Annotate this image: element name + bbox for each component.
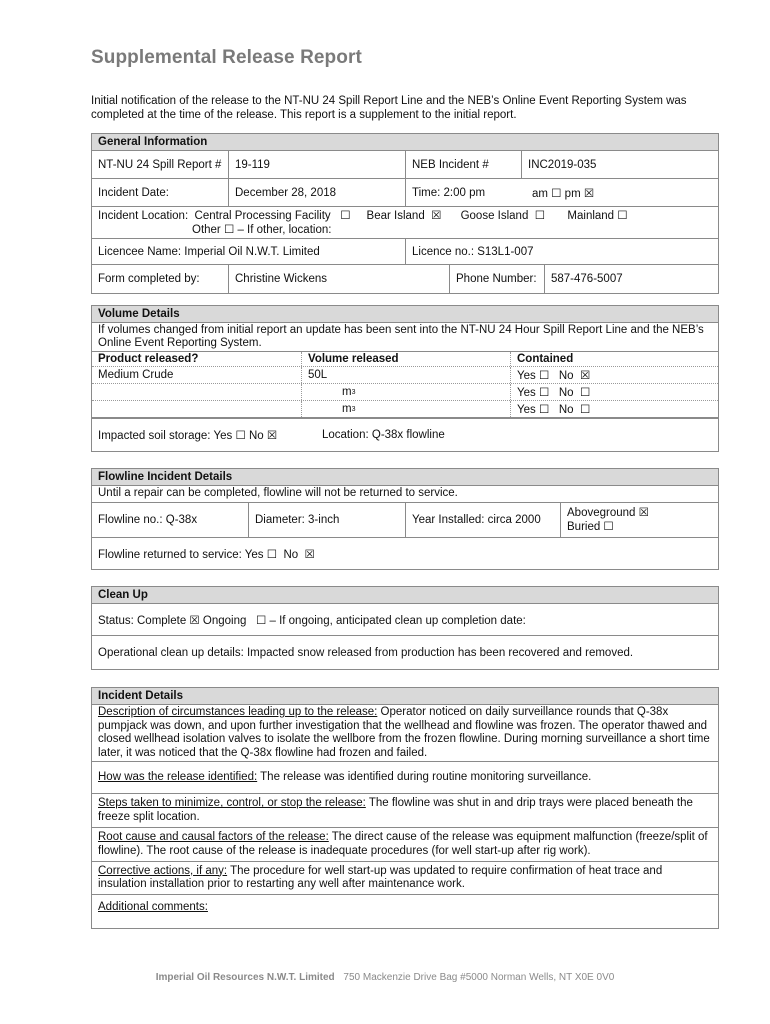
incident-time[interactable]: Time: 2:00 pm <box>412 186 486 199</box>
am-pm-checkboxes[interactable]: am ☐ pm ☒ <box>532 187 595 200</box>
page-title: Supplemental Release Report <box>91 47 362 68</box>
volume-note: If volumes changed from initial report an update has been sent into the NT-NU 24 Hour Spill Report Line and the NEB’s Online Event Reporting System. <box>98 324 704 349</box>
product-value[interactable] <box>92 384 302 400</box>
contained-checkboxes[interactable]: Yes ☐ No ☐ <box>517 387 591 399</box>
volume-row <box>92 367 718 384</box>
contained-checkboxes[interactable]: Yes ☐ No ☒ <box>517 370 591 382</box>
additional-comments[interactable]: Additional comments: <box>98 901 208 913</box>
flowline-details-section <box>91 468 719 570</box>
general-information-section <box>91 133 719 294</box>
incident-date-label: Incident Date: <box>92 179 229 206</box>
phone-number-label: Phone Number: <box>450 265 545 293</box>
licence-number: Licence no.: S13L1-007 <box>412 245 534 258</box>
page-footer <box>0 972 770 983</box>
release-identification: How was the release identified: The release was identified during routine monitoring surveillance. <box>98 770 592 783</box>
intro-text: Initial notification of the release to the NT-NU 24 Spill Report Line and the NEB’s Online Event Reporting System was completed at the time of the release. This report is a supplement to the initial report. <box>91 95 687 121</box>
volume-column-header: Volume released <box>302 352 511 366</box>
incident-date-value[interactable]: December 28, 2018 <box>229 179 406 206</box>
root-cause: Root cause and causal factors of the release: The direct cause of the release was equipment malfunction (freeze/split of flowline). The root cause of the release is inadequate procedures (for well start-up after rig work). <box>98 831 708 857</box>
aboveground-checkbox[interactable]: Aboveground ☒ <box>567 507 649 519</box>
flowline-note: Until a repair can be completed, flowline will not be returned to service. <box>98 487 458 499</box>
spill-report-label: NT-NU 24 Spill Report # <box>92 151 229 178</box>
impacted-soil-storage[interactable]: Impacted soil storage: Yes ☐ No ☒ <box>98 430 278 442</box>
general-information-header: General Information <box>92 134 718 151</box>
product-column-header: Product released? <box>92 352 302 366</box>
buried-checkbox[interactable]: Buried ☐ <box>567 521 614 533</box>
spill-location: Location: Q-38x flowline <box>322 429 445 441</box>
neb-incident-value[interactable]: INC2019-035 <box>528 158 597 171</box>
year-installed: Year Installed: circa 2000 <box>406 503 561 537</box>
product-value[interactable] <box>92 401 302 417</box>
licencee-name: Licencee Name: Imperial Oil N.W.T. Limited <box>92 239 406 264</box>
flowline-number: Flowline no.: Q-38x <box>92 503 249 537</box>
incident-details-header: Incident Details <box>92 688 718 705</box>
phone-number-value[interactable]: 587-476-5007 <box>551 273 623 285</box>
volume-row <box>92 384 718 401</box>
volume-details-section <box>91 305 719 452</box>
clean-up-status[interactable]: Status: Complete ☒ Ongoing ☐ – If ongoing, anticipated clean up completion date: <box>98 614 526 627</box>
product-value[interactable]: Medium Crude <box>92 367 302 383</box>
corrective-actions: Corrective actions, if any: The procedure for well start-up was updated to require confirmation of heat trace and insulation installation prior to restarting any well after maintenance work. <box>98 864 663 890</box>
volume-value[interactable]: 50L <box>302 367 511 383</box>
spill-report-value[interactable]: 19-119 <box>229 151 406 178</box>
volume-row <box>92 401 718 418</box>
volume-details-header: Volume Details <box>92 306 718 323</box>
footer-company: Imperial Oil Resources N.W.T. Limited <box>155 972 335 983</box>
contained-column-header: Contained <box>517 353 574 365</box>
form-completed-value[interactable]: Christine Wickens <box>229 265 450 293</box>
operational-clean-up-details: Operational clean up details: Impacted snow released from production has been recovered and removed. <box>98 646 634 659</box>
neb-incident-label: NEB Incident # <box>406 151 522 178</box>
clean-up-header: Clean Up <box>92 587 718 604</box>
volume-unit[interactable]: m 3 <box>302 384 511 400</box>
volume-unit[interactable]: m 3 <box>302 401 511 417</box>
incident-details-section <box>91 687 719 929</box>
incident-location-other[interactable]: Other ☐ – If other, location: <box>192 223 332 236</box>
contained-checkboxes[interactable]: Yes ☐ No ☐ <box>517 404 591 416</box>
mitigation-steps: Steps taken to minimize, control, or stop the release: The flowline was shut in and drip trays were placed beneath the freeze split location. <box>98 797 693 823</box>
flowline-diameter: Diameter: 3-inch <box>249 503 406 537</box>
incident-location-options[interactable]: Incident Location: Central Processing Facility ☐ Bear Island ☒ Goose Island ☐ Mainland ☐ <box>98 209 628 222</box>
flowline-returned-to-service[interactable]: Flowline returned to service: Yes ☐ No ☒ <box>98 548 315 561</box>
form-completed-label: Form completed by: <box>92 265 229 293</box>
flowline-details-header: Flowline Incident Details <box>92 469 718 486</box>
footer-address: 750 Mackenzie Drive Bag #5000 Norman Wells, NT X0E 0V0 <box>343 972 615 983</box>
circumstances-description: Description of circumstances leading up to the release: Operator noticed on daily surveillance rounds that Q-38x pumpjack was down, and upon further investigation that the wellhead and flowline was frozen. The operator thawed and closed wellhead isolation valves to isolate the wellbore from the frozen flowline. During morning surveillance a short time later, it was noticed that the Q-38x flowline had frozen and failed. <box>98 706 710 759</box>
clean-up-section <box>91 586 719 670</box>
